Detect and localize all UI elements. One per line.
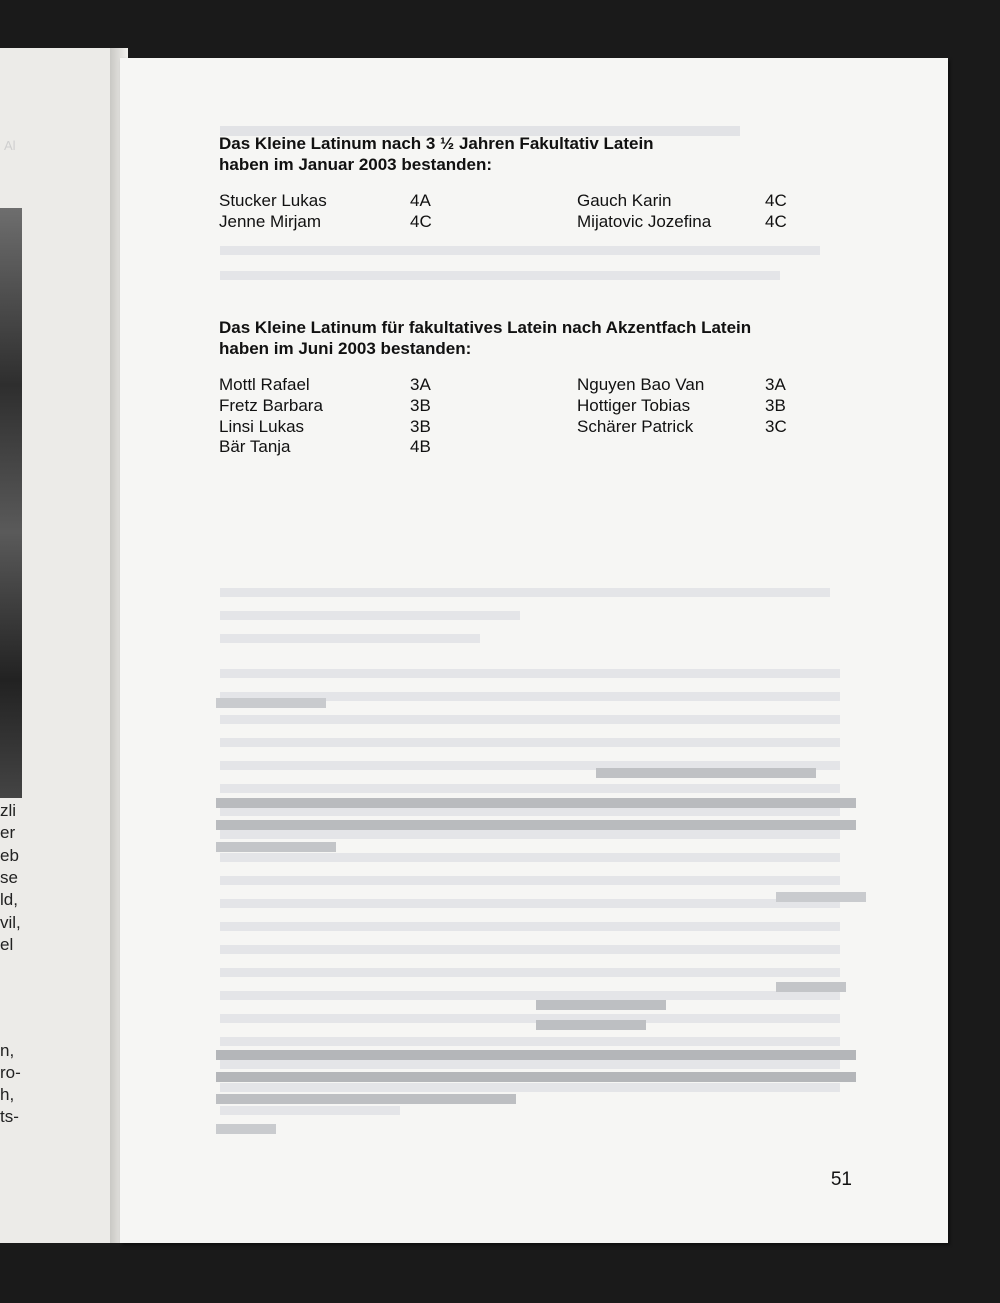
left-page-fragment: ts-	[0, 1107, 19, 1126]
student-name: Bär Tanja	[219, 437, 291, 457]
page-number: 51	[830, 1169, 852, 1190]
student-name: Nguyen Bao Van	[577, 375, 705, 394]
section-1-heading-line-2: haben im Januar 2003 bestanden:	[219, 155, 493, 174]
class-code: 4A	[410, 191, 431, 210]
class-code: 3B	[765, 395, 786, 415]
left-page-fragment: ro-	[0, 1063, 21, 1082]
left-page-fragment: er	[0, 823, 16, 842]
left-page-photo	[0, 208, 22, 798]
student-name: Stucker Lukas	[219, 191, 327, 210]
class-code: 4C	[765, 211, 787, 231]
class-code: 3C	[765, 416, 787, 436]
class-code: 4C	[410, 211, 432, 231]
section-2-heading-line-1: Das Kleine Latinum für fakultatives Latein nach Akzentfach Latein	[219, 318, 752, 337]
student-name: Gauch Karin	[577, 191, 672, 210]
left-page-fragment: h,	[0, 1085, 15, 1104]
student-name: Fretz Barbara	[219, 395, 323, 415]
section-2-heading	[219, 317, 819, 359]
left-page-fragment: el	[0, 935, 14, 954]
student-name: Mottl Rafael	[219, 375, 310, 394]
roster-row	[120, 417, 948, 438]
class-code: 3A	[765, 375, 786, 394]
section-1-roster	[120, 191, 948, 233]
roster-row	[120, 437, 948, 458]
left-page-fragment: eb	[0, 846, 19, 865]
class-code: 4B	[410, 437, 431, 457]
roster-row	[120, 191, 948, 212]
section-2-heading-line-2: haben im Juni 2003 bestanden:	[219, 339, 472, 358]
student-name: Jenne Mirjam	[219, 211, 322, 231]
document-page	[120, 58, 948, 1243]
left-page-fragment: n,	[0, 1041, 15, 1060]
bleed-through-strokes	[216, 698, 856, 1134]
roster-row	[120, 212, 948, 233]
left-page-faint-text: Al	[4, 138, 16, 153]
class-code: 3B	[410, 395, 431, 415]
class-code: 3A	[410, 375, 431, 394]
class-code: 3B	[410, 416, 431, 436]
student-name: Schärer Patrick	[577, 416, 694, 436]
section-1-heading	[219, 133, 819, 175]
section-1-heading-line-1: Das Kleine Latinum nach 3 ½ Jahren Fakultativ Latein	[219, 134, 654, 153]
left-page-fragment: ld,	[0, 890, 18, 909]
student-name: Mijatovic Jozefina	[577, 211, 712, 231]
roster-row	[120, 375, 948, 396]
student-name: Hottiger Tobias	[577, 395, 691, 415]
student-name: Linsi Lukas	[219, 416, 305, 436]
left-page-fragment: vil,	[0, 913, 21, 932]
section-2-roster	[120, 375, 948, 458]
left-page-fragment: zli	[0, 801, 17, 820]
roster-row	[120, 396, 948, 417]
left-page-fragment: se	[0, 868, 18, 887]
left-page	[0, 48, 122, 1243]
class-code: 4C	[765, 191, 787, 210]
